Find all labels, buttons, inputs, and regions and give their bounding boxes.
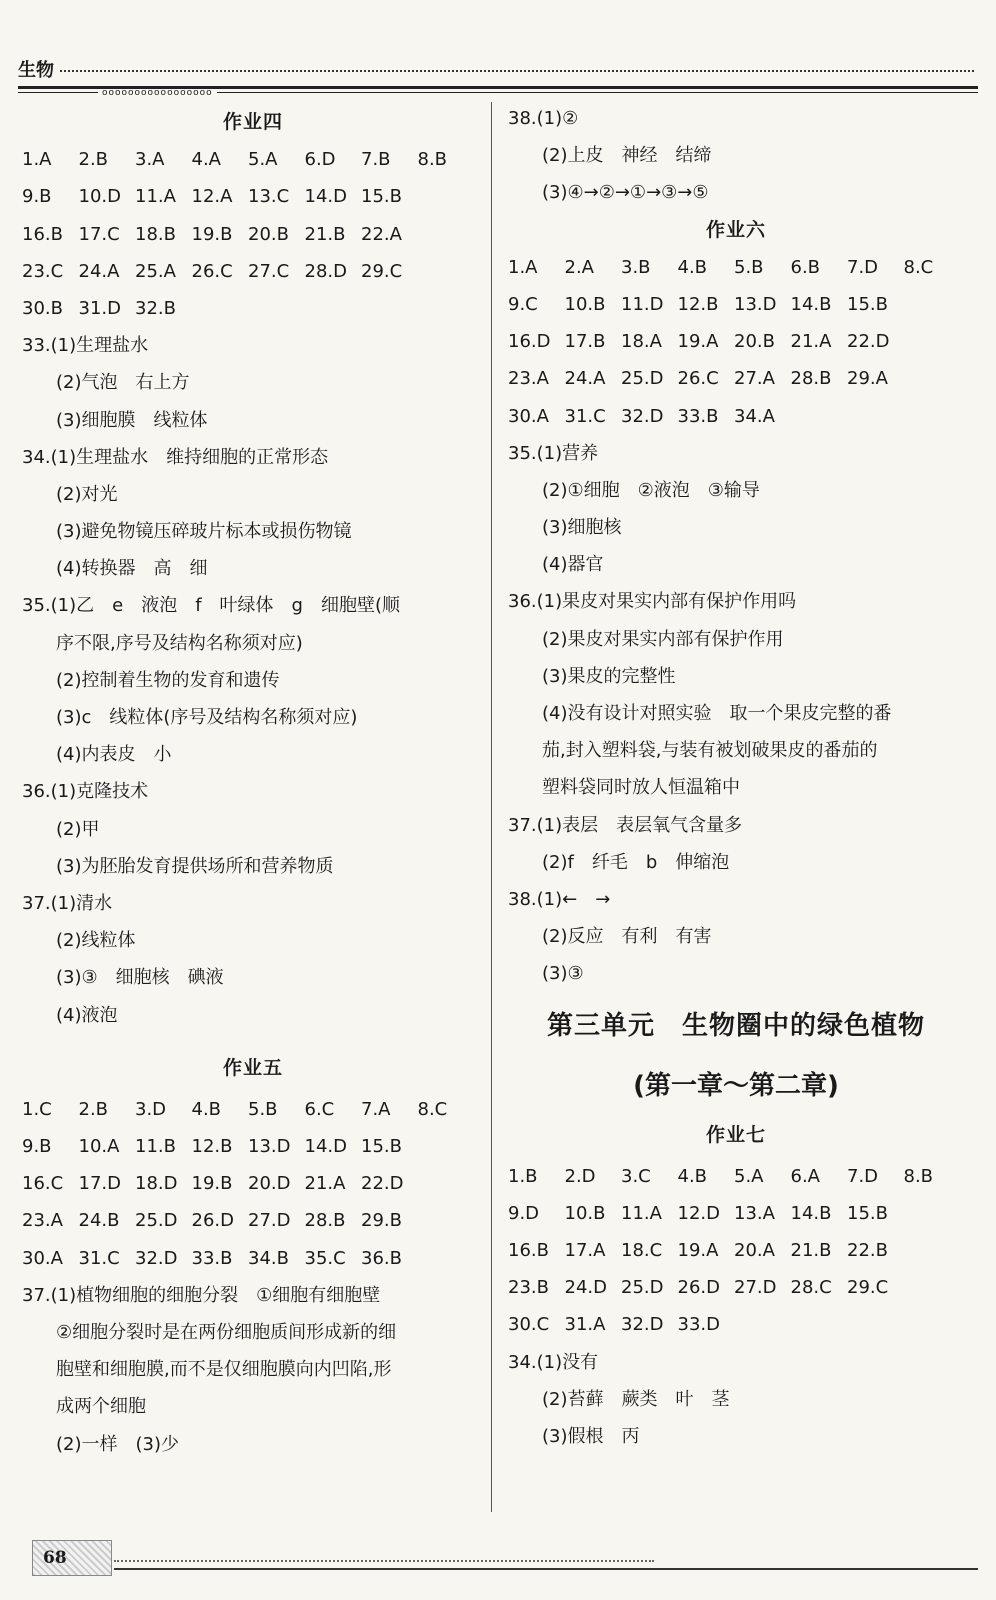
answer-cell: 19.A bbox=[677, 331, 719, 353]
unit-title: 第三单元 生物圈中的绿色植物 bbox=[546, 1010, 925, 1041]
page-footer bbox=[18, 1540, 978, 1580]
answer-cell: 4.B bbox=[677, 256, 708, 278]
answer-line: (2)控制着生物的发育和遗传 bbox=[56, 669, 280, 691]
answer-cell: 33.D bbox=[677, 1314, 720, 1336]
answer-cell: 3.A bbox=[135, 149, 165, 171]
answer-list-hw6 bbox=[508, 435, 964, 993]
footer-rule bbox=[114, 1568, 978, 1570]
answer-cell: 26.D bbox=[677, 1277, 720, 1299]
answer-cell: 31.C bbox=[564, 405, 606, 427]
answer-cell: 26.D bbox=[191, 1210, 234, 1232]
answer-line: (2)反应 有利 有害 bbox=[542, 926, 712, 948]
answer-line: (2)气泡 右上方 bbox=[56, 372, 190, 394]
answer-cell: 8.B bbox=[417, 149, 448, 171]
answer-line: 37.(1)表层 表层氧气含量多 bbox=[508, 814, 743, 836]
answer-line: (2)f 纤毛 b 伸缩泡 bbox=[542, 851, 730, 873]
answer-cell: 9.D bbox=[508, 1202, 540, 1224]
answer-line: (3)④→②→①→③→⑤ bbox=[542, 182, 709, 204]
answer-cell: 33.B bbox=[191, 1247, 233, 1269]
answer-cell: 1.C bbox=[22, 1098, 52, 1120]
answer-cell: 25.D bbox=[135, 1210, 178, 1232]
answer-cell: 24.A bbox=[78, 260, 120, 282]
answer-cell: 16.C bbox=[22, 1173, 64, 1195]
answer-cell: 7.A bbox=[361, 1098, 391, 1120]
answer-cell: 5.B bbox=[248, 1098, 278, 1120]
answer-list-hw4 bbox=[22, 327, 484, 1034]
answer-cell: 10.D bbox=[78, 186, 121, 208]
answer-cell: 10.B bbox=[564, 1202, 606, 1224]
answer-cell: 18.B bbox=[135, 223, 176, 245]
answer-cell: 6.D bbox=[304, 149, 336, 171]
answer-cell: 22.D bbox=[361, 1173, 404, 1195]
answer-cell: 1.B bbox=[508, 1165, 538, 1187]
answer-cell: 14.D bbox=[304, 186, 347, 208]
answer-cell: 7.D bbox=[847, 1165, 879, 1187]
answer-line: 37.(1)植物细胞的细胞分裂 ①细胞有细胞壁 bbox=[22, 1284, 381, 1306]
answer-cell: 32.D bbox=[135, 1247, 178, 1269]
answer-line: (3)c 线粒体(序号及结构名称须对应) bbox=[56, 707, 358, 728]
answer-line: (3)细胞核 bbox=[542, 517, 622, 539]
answer-cell: 34.B bbox=[248, 1247, 289, 1269]
answer-grid-hw7 bbox=[508, 1158, 964, 1344]
answer-cell: 23.A bbox=[22, 1210, 63, 1232]
answer-row bbox=[508, 249, 964, 286]
answer-cell: 26.C bbox=[191, 260, 233, 282]
answer-cell: 4.B bbox=[191, 1098, 222, 1120]
answer-line: (4)内表皮 小 bbox=[56, 744, 172, 766]
answer-line: 茄,封入塑料袋,与装有被划破果皮的番茄的 bbox=[542, 740, 878, 762]
answer-cell: 11.D bbox=[621, 293, 664, 315]
answer-row bbox=[22, 1240, 484, 1277]
answer-line: (2)果皮对果实内部有保护作用 bbox=[542, 628, 784, 650]
answer-cell: 5.B bbox=[734, 256, 764, 278]
answer-cell: 15.B bbox=[847, 1202, 888, 1224]
answer-cell: 16.B bbox=[508, 1240, 549, 1262]
left-column bbox=[22, 104, 484, 1463]
answer-line: 35.(1)营养 bbox=[508, 442, 599, 464]
answer-cell: 8.C bbox=[903, 256, 934, 278]
section-title-hw7: 作业七 bbox=[705, 1123, 766, 1146]
answer-line: 成两个细胞 bbox=[56, 1396, 146, 1418]
answer-cell: 27.D bbox=[248, 1210, 291, 1232]
answer-row bbox=[508, 286, 964, 323]
answer-cell: 18.D bbox=[135, 1173, 178, 1195]
answer-cell: 3.C bbox=[621, 1165, 651, 1187]
section-title-hw6: 作业六 bbox=[705, 218, 766, 241]
answer-cell: 10.B bbox=[564, 293, 606, 315]
answer-cell: 27.D bbox=[734, 1277, 777, 1299]
answer-cell: 18.A bbox=[621, 331, 662, 353]
header-ornament: ooooooooooooooooo bbox=[98, 89, 217, 98]
answer-cell: 21.A bbox=[304, 1173, 346, 1195]
answer-cell: 8.B bbox=[903, 1165, 934, 1187]
answer-cell: 28.C bbox=[790, 1277, 832, 1299]
answer-cell: 23.B bbox=[508, 1277, 549, 1299]
answer-cell: 13.D bbox=[734, 293, 777, 315]
answer-row bbox=[22, 1202, 484, 1239]
answer-cell: 26.C bbox=[677, 368, 719, 390]
answer-cell: 21.B bbox=[790, 1240, 832, 1262]
answer-cell: 6.C bbox=[304, 1098, 335, 1120]
answer-cell: 6.A bbox=[790, 1165, 820, 1187]
answer-row bbox=[508, 1158, 964, 1195]
answer-cell: 9.B bbox=[22, 1136, 52, 1158]
answer-line: 34.(1)没有 bbox=[508, 1351, 599, 1373]
answer-cell: 3.D bbox=[135, 1098, 167, 1120]
answer-cell: 22.D bbox=[847, 331, 890, 353]
answer-cell: 29.C bbox=[847, 1277, 889, 1299]
answer-cell: 5.A bbox=[734, 1165, 764, 1187]
answer-cell: 12.B bbox=[677, 293, 719, 315]
answer-cell: 23.A bbox=[508, 368, 549, 390]
answer-cell: 34.A bbox=[734, 405, 775, 427]
answer-cell: 14.B bbox=[790, 1202, 832, 1224]
answer-line: (4)液泡 bbox=[56, 1004, 118, 1026]
answer-line: 胞壁和细胞膜,而不是仅细胞膜向内凹陷,形 bbox=[56, 1359, 392, 1381]
answer-cell: 2.B bbox=[78, 149, 109, 171]
answer-line: 38.(1)← → bbox=[508, 888, 611, 910]
answer-row bbox=[22, 1128, 484, 1165]
answer-cell: 29.A bbox=[847, 368, 888, 390]
answer-cell: 21.A bbox=[790, 331, 832, 353]
answer-cell: 10.A bbox=[78, 1136, 120, 1158]
answer-row bbox=[22, 178, 484, 215]
answer-row bbox=[508, 1269, 964, 1306]
answer-cell: 12.B bbox=[191, 1136, 233, 1158]
answer-line: (3)避免物镜压碎玻片标本或损伤物镜 bbox=[56, 521, 352, 543]
right-column bbox=[508, 100, 964, 1455]
answer-row bbox=[22, 290, 484, 327]
answer-line: (3)果皮的完整性 bbox=[542, 665, 676, 687]
answer-cell: 36.B bbox=[361, 1247, 402, 1269]
answer-cell: 14.B bbox=[790, 293, 832, 315]
answer-cell: 30.A bbox=[508, 405, 549, 427]
answer-line: 36.(1)果皮对果实内部有保护作用吗 bbox=[508, 591, 797, 613]
answer-cell: 25.A bbox=[135, 260, 176, 282]
answer-cell: 19.A bbox=[677, 1240, 719, 1262]
answer-cell: 28.D bbox=[304, 260, 347, 282]
answer-cell: 9.C bbox=[508, 293, 538, 315]
answer-cell: 19.B bbox=[191, 223, 233, 245]
answer-line: (2)线粒体 bbox=[56, 930, 136, 952]
page-number-badge bbox=[32, 1540, 112, 1576]
answer-line: 35.(1)乙 e 液泡 f 叶绿体 g 细胞壁(顺 bbox=[22, 595, 400, 617]
answer-line: 34.(1)生理盐水 维持细胞的正常形态 bbox=[22, 446, 329, 468]
answer-row bbox=[508, 1232, 964, 1269]
answer-cell: 24.A bbox=[564, 368, 606, 390]
answer-cell: 30.B bbox=[22, 297, 63, 319]
answer-cell: 7.B bbox=[361, 149, 391, 171]
answer-cell: 11.A bbox=[621, 1202, 662, 1224]
answer-cell: 11.B bbox=[135, 1136, 176, 1158]
answer-cell: 32.B bbox=[135, 297, 176, 319]
answer-cell: 20.B bbox=[734, 331, 775, 353]
answer-line: (3)细胞膜 线粒体 bbox=[56, 409, 208, 431]
answer-line: (2)上皮 神经 结缔 bbox=[542, 145, 712, 167]
answer-row bbox=[508, 360, 964, 397]
chapter-title: (第一章～第二章) bbox=[633, 1070, 839, 1101]
answer-cell: 17.D bbox=[78, 1173, 121, 1195]
column-divider bbox=[491, 102, 492, 1512]
answer-row bbox=[22, 1165, 484, 1202]
answer-row bbox=[22, 141, 484, 178]
answer-line: (3)③ bbox=[542, 963, 584, 985]
answer-row bbox=[508, 323, 964, 360]
answer-cell: 17.B bbox=[564, 331, 606, 353]
answer-cell: 23.C bbox=[22, 260, 64, 282]
answer-cell: 2.B bbox=[78, 1098, 109, 1120]
answer-cell: 20.A bbox=[734, 1240, 775, 1262]
answer-cell: 2.D bbox=[564, 1165, 596, 1187]
answer-cell: 12.A bbox=[191, 186, 233, 208]
answer-cell: 22.B bbox=[847, 1240, 888, 1262]
footer-dotted-rule bbox=[114, 1560, 654, 1562]
answer-cell: 29.B bbox=[361, 1210, 402, 1232]
answer-cell: 16.B bbox=[22, 223, 63, 245]
answer-list-hw5 bbox=[22, 1277, 484, 1463]
answer-line: (4)转换器 高 细 bbox=[56, 558, 208, 580]
answer-cell: 15.B bbox=[361, 1136, 402, 1158]
answer-cell: 33.B bbox=[677, 405, 719, 427]
answer-row bbox=[22, 1091, 484, 1128]
answer-cell: 2.A bbox=[564, 256, 594, 278]
answer-cell: 13.A bbox=[734, 1202, 775, 1224]
section-title-hw4: 作业四 bbox=[222, 111, 283, 133]
answer-cell: 28.B bbox=[304, 1210, 346, 1232]
answer-row bbox=[22, 253, 484, 290]
answer-line: 36.(1)克隆技术 bbox=[22, 781, 149, 803]
answer-cell: 31.D bbox=[78, 297, 121, 319]
answer-row bbox=[508, 1195, 964, 1232]
answer-cell: 32.D bbox=[621, 405, 664, 427]
answer-cell: 19.B bbox=[191, 1173, 233, 1195]
answer-cell: 4.B bbox=[677, 1165, 708, 1187]
answer-cell: 20.B bbox=[248, 223, 289, 245]
answer-cell: 13.D bbox=[248, 1136, 291, 1158]
answer-cell: 25.D bbox=[621, 368, 664, 390]
answer-line: (2)甲 bbox=[56, 818, 100, 840]
answer-line: (3)③ 细胞核 碘液 bbox=[56, 967, 224, 989]
answer-line: 序不限,序号及结构名称须对应) bbox=[56, 632, 303, 654]
answer-cell: 27.C bbox=[248, 260, 290, 282]
page-header bbox=[18, 56, 978, 104]
answer-cell: 18.C bbox=[621, 1240, 663, 1262]
page-number: 68 bbox=[43, 1548, 67, 1568]
answer-cell: 13.C bbox=[248, 186, 290, 208]
answer-cell: 31.A bbox=[564, 1314, 606, 1336]
answer-cell: 30.C bbox=[508, 1314, 550, 1336]
answer-row bbox=[22, 216, 484, 253]
answer-cell: 15.B bbox=[847, 293, 888, 315]
answer-cell: 5.A bbox=[248, 149, 278, 171]
answer-line: 33.(1)生理盐水 bbox=[22, 335, 149, 357]
answer-line: 塑料袋同时放人恒温箱中 bbox=[542, 777, 740, 799]
answer-cell: 25.D bbox=[621, 1277, 664, 1299]
answer-cell: 8.C bbox=[417, 1098, 448, 1120]
answer-line: (2)一样 (3)少 bbox=[56, 1433, 179, 1455]
answer-cell: 22.A bbox=[361, 223, 402, 245]
answer-cell: 21.B bbox=[304, 223, 346, 245]
answer-cell: 35.C bbox=[304, 1247, 346, 1269]
answer-line: (3)假根 丙 bbox=[542, 1426, 640, 1447]
answer-cell: 4.A bbox=[191, 149, 221, 171]
answer-cell: 31.C bbox=[78, 1247, 120, 1269]
answer-grid-hw6 bbox=[508, 249, 964, 435]
answer-cell: 9.B bbox=[22, 186, 52, 208]
answer-cell: 17.C bbox=[78, 223, 120, 245]
answer-cell: 30.A bbox=[22, 1247, 63, 1269]
answer-cell: 12.D bbox=[677, 1202, 720, 1224]
answer-cell: 32.D bbox=[621, 1314, 664, 1336]
answer-grid-hw4 bbox=[22, 141, 484, 327]
answer-cell: 1.A bbox=[508, 256, 538, 278]
answer-line: 38.(1)② bbox=[508, 108, 579, 129]
answer-row bbox=[508, 398, 964, 435]
answer-cell: 15.B bbox=[361, 186, 402, 208]
answer-line: (2)①细胞 ②液泡 ③输导 bbox=[542, 479, 760, 501]
answer-grid-hw5 bbox=[22, 1091, 484, 1277]
section-title-hw5: 作业五 bbox=[222, 1056, 283, 1079]
subject-label: 生物 bbox=[18, 60, 54, 81]
answer-row bbox=[508, 1306, 964, 1343]
answer-cell: 16.D bbox=[508, 331, 551, 353]
answer-cell: 6.B bbox=[790, 256, 821, 278]
answer-cell: 14.D bbox=[304, 1136, 347, 1158]
answer-line: (4)没有设计对照实验 取一个果皮完整的番 bbox=[542, 703, 892, 724]
answer-line: (2)对光 bbox=[56, 483, 118, 505]
answer-cell: 29.C bbox=[361, 260, 403, 282]
answer-cell: 28.B bbox=[790, 368, 832, 390]
answer-cell: 27.A bbox=[734, 368, 775, 390]
answer-cell: 24.D bbox=[564, 1277, 607, 1299]
answer-cell: 24.B bbox=[78, 1210, 120, 1232]
answer-line: (2)苔藓 蕨类 叶 茎 bbox=[542, 1388, 730, 1410]
answer-line: ②细胞分裂时是在两份细胞质间形成新的细 bbox=[56, 1322, 397, 1343]
answer-list-hw7 bbox=[508, 1344, 964, 1456]
answer-line: (3)为胚胎发育提供场所和营养物质 bbox=[56, 855, 334, 877]
answer-cell: 3.B bbox=[621, 256, 651, 278]
answer-line: 37.(1)清水 bbox=[22, 892, 113, 914]
answer-cell: 20.D bbox=[248, 1173, 291, 1195]
answer-cell: 1.A bbox=[22, 149, 52, 171]
header-dotted-rule bbox=[60, 70, 974, 72]
answer-cell: 7.D bbox=[847, 256, 879, 278]
answer-cell: 11.A bbox=[135, 186, 176, 208]
answer-cell: 17.A bbox=[564, 1240, 606, 1262]
answer-line: (4)器官 bbox=[542, 554, 604, 576]
